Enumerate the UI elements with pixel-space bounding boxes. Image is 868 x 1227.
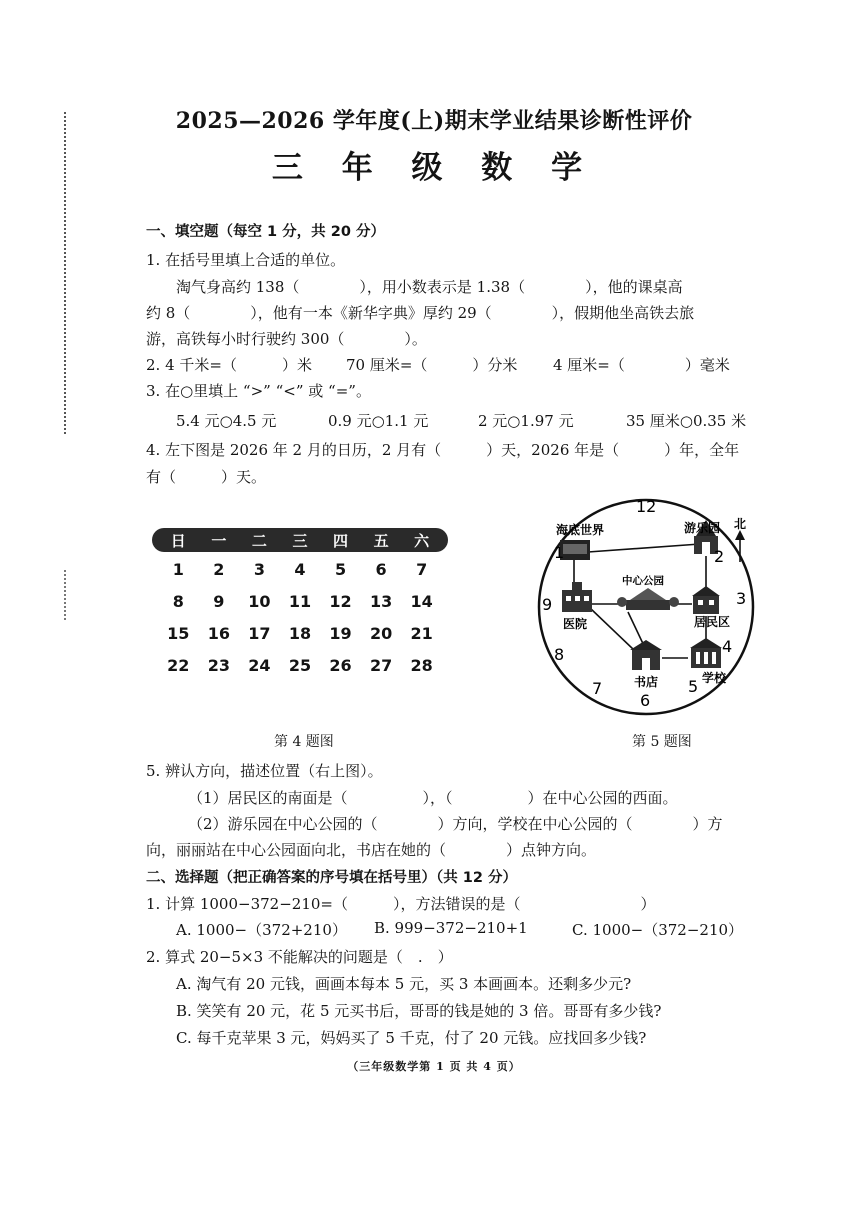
weekday-sun: 日 bbox=[170, 531, 186, 550]
label-park: 中心公园 bbox=[622, 575, 664, 587]
clock-1: 1 bbox=[554, 543, 565, 562]
bookstore-icon bbox=[630, 640, 662, 670]
section1-heading: 一、填空题（每空 1 分，共 20 分） bbox=[146, 224, 385, 240]
day: 3 bbox=[253, 560, 265, 579]
calendar bbox=[152, 528, 448, 680]
clock-7: 7 bbox=[592, 679, 603, 698]
clock-5: 5 bbox=[688, 677, 699, 696]
q1-line1: 淘气身高约 138（ ），用小数表示是 1.38（ ），他的课桌高 bbox=[176, 278, 683, 296]
q4-line1: 4. 左下图是 2026 年 2 月的日历，2 月有（ ）天，2026 年是（ ）年，全年 bbox=[146, 441, 740, 459]
s2-q1-option-a: A. 1000−（372+210） bbox=[176, 921, 347, 939]
label-ocean: 海底世界 bbox=[556, 523, 605, 537]
q1-stem: 1. 在括号里填上合适的单位。 bbox=[146, 251, 346, 269]
clock-3: 3 bbox=[736, 589, 747, 608]
day: 27 bbox=[369, 656, 393, 675]
q3-item1: 5.4 元○4.5 元 bbox=[176, 412, 277, 430]
clock-12: 12 bbox=[636, 497, 657, 516]
q4-line2: 有（ ）天。 bbox=[146, 468, 267, 486]
q3-item2: 0.9 元○1.1 元 bbox=[328, 412, 429, 430]
caption-q4: 第 4 题图 bbox=[274, 734, 334, 750]
label-residential: 居民区 bbox=[694, 615, 731, 629]
clock-4: 4 bbox=[722, 637, 733, 656]
q1-line2: 约 8（ ），他有一本《新华字典》厚约 29（ ），假期他坐高铁去旅 bbox=[146, 304, 695, 322]
label-amusement: 游乐园 bbox=[684, 521, 721, 535]
day: 20 bbox=[369, 624, 393, 643]
day: 18 bbox=[288, 624, 312, 643]
day: 23 bbox=[207, 656, 230, 675]
calendar-week-4 bbox=[152, 656, 448, 680]
day: 28 bbox=[410, 656, 433, 675]
subject-title: 三 年 级 数 学 bbox=[271, 150, 597, 186]
q3-item3: 2 元○1.97 元 bbox=[478, 412, 574, 430]
s2-q2-option-c: C. 每千克苹果 3 元，妈妈买了 5 千克，付了 20 元钱。应找回多少钱? bbox=[176, 1029, 647, 1047]
label-bookstore: 书店 bbox=[634, 675, 659, 689]
day: 19 bbox=[329, 624, 352, 643]
day: 5 bbox=[334, 560, 347, 579]
s2-q1-option-b: B. 999−372−210+1 bbox=[374, 919, 528, 937]
q3-stem: 3. 在○里填上 “>” “<” 或 “=”。 bbox=[146, 382, 371, 400]
weekday-sat: 六 bbox=[414, 531, 430, 550]
day: 2 bbox=[213, 560, 225, 579]
clock-9: 9 bbox=[542, 595, 553, 614]
calendar-weekday-bar bbox=[152, 528, 448, 552]
direction-map bbox=[530, 492, 788, 722]
school-icon bbox=[690, 638, 722, 668]
weekday-thu: 四 bbox=[333, 531, 349, 550]
calendar-week-3 bbox=[152, 624, 448, 648]
day: 25 bbox=[288, 656, 312, 675]
day: 11 bbox=[288, 592, 312, 611]
day: 14 bbox=[410, 592, 433, 611]
q5-part2b: 向，丽丽站在中心公园面向北，书店在她的（ ）点钟方向。 bbox=[146, 841, 597, 859]
s2-q1-stem: 1. 计算 1000−372−210=（ ），方法错误的是（ ） bbox=[146, 895, 656, 913]
day: 15 bbox=[167, 624, 190, 643]
day: 8 bbox=[172, 592, 184, 611]
label-school: 学校 bbox=[702, 671, 727, 685]
weekday-mon: 一 bbox=[211, 531, 227, 550]
s2-q2-option-a: A. 淘气有 20 元钱，画画本每本 5 元，买 3 本画画本。还剩多少元? bbox=[176, 975, 632, 993]
clock-6: 6 bbox=[640, 691, 651, 710]
day: 17 bbox=[248, 624, 271, 643]
q2-part3: 4 厘米=（ ）毫米 bbox=[553, 356, 730, 374]
s2-q2-stem: 2. 算式 20−5×3 不能解决的问题是（ . ） bbox=[146, 948, 453, 966]
q5-stem: 5. 辨认方向，描述位置（右上图）。 bbox=[146, 762, 383, 780]
clock-8: 8 bbox=[554, 645, 565, 664]
q2-part1: 2. 4 千米=（ ）米 bbox=[146, 356, 312, 374]
q5-part2a: （2）游乐园在中心公园的（ ）方向，学校在中心公园的（ ）方 bbox=[188, 815, 723, 833]
caption-q5: 第 5 题图 bbox=[632, 734, 692, 750]
s2-q1-option-c: C. 1000−（372−210） bbox=[572, 921, 744, 939]
hospital-icon bbox=[562, 582, 592, 612]
weekday-fri: 五 bbox=[373, 531, 389, 550]
label-hospital: 医院 bbox=[563, 617, 588, 631]
weekday-wed: 三 bbox=[292, 531, 308, 550]
clock-2: 2 bbox=[714, 547, 725, 566]
day: 7 bbox=[416, 560, 428, 579]
day: 13 bbox=[369, 592, 393, 611]
q2-part2: 70 厘米=（ ）分米 bbox=[346, 356, 518, 374]
day: 10 bbox=[248, 592, 271, 611]
day: 22 bbox=[167, 656, 190, 675]
day: 1 bbox=[172, 560, 184, 579]
day: 12 bbox=[329, 592, 352, 611]
q5-part1: （1）居民区的南面是（ ），（ ）在中心公园的西面。 bbox=[188, 789, 678, 807]
north-arrow-icon bbox=[735, 530, 745, 562]
day: 26 bbox=[329, 656, 352, 675]
page-footer: （三年级数学第 1 页 共 4 页） bbox=[347, 1060, 521, 1073]
label-north: 北 bbox=[734, 517, 747, 531]
residential-icon bbox=[692, 586, 720, 614]
day: 16 bbox=[207, 624, 230, 643]
q3-item4: 35 厘米○0.35 米 bbox=[626, 412, 747, 430]
calendar-week-2 bbox=[152, 592, 448, 616]
day: 4 bbox=[294, 560, 306, 579]
binding-dotted-line-lower bbox=[64, 570, 66, 620]
calendar-week-1 bbox=[152, 560, 448, 584]
central-park-icon bbox=[617, 588, 679, 610]
ocean-world-icon bbox=[560, 540, 590, 560]
exam-title: 2025—2026 学年度(上)期末学业结果诊断性评价 bbox=[175, 108, 693, 134]
section2-heading: 二、选择题（把正确答案的序号填在括号里）（共 12 分） bbox=[146, 870, 518, 886]
day: 24 bbox=[248, 656, 271, 675]
day: 9 bbox=[213, 592, 225, 611]
day: 21 bbox=[410, 624, 433, 643]
day: 6 bbox=[375, 560, 387, 579]
weekday-tue: 二 bbox=[251, 531, 267, 550]
q1-line3: 游，高铁每小时行驶约 300（ ）。 bbox=[146, 330, 427, 348]
s2-q2-option-b: B. 笑笑有 20 元，花 5 元买书后，哥哥的钱是她的 3 倍。哥哥有多少钱? bbox=[176, 1002, 662, 1020]
